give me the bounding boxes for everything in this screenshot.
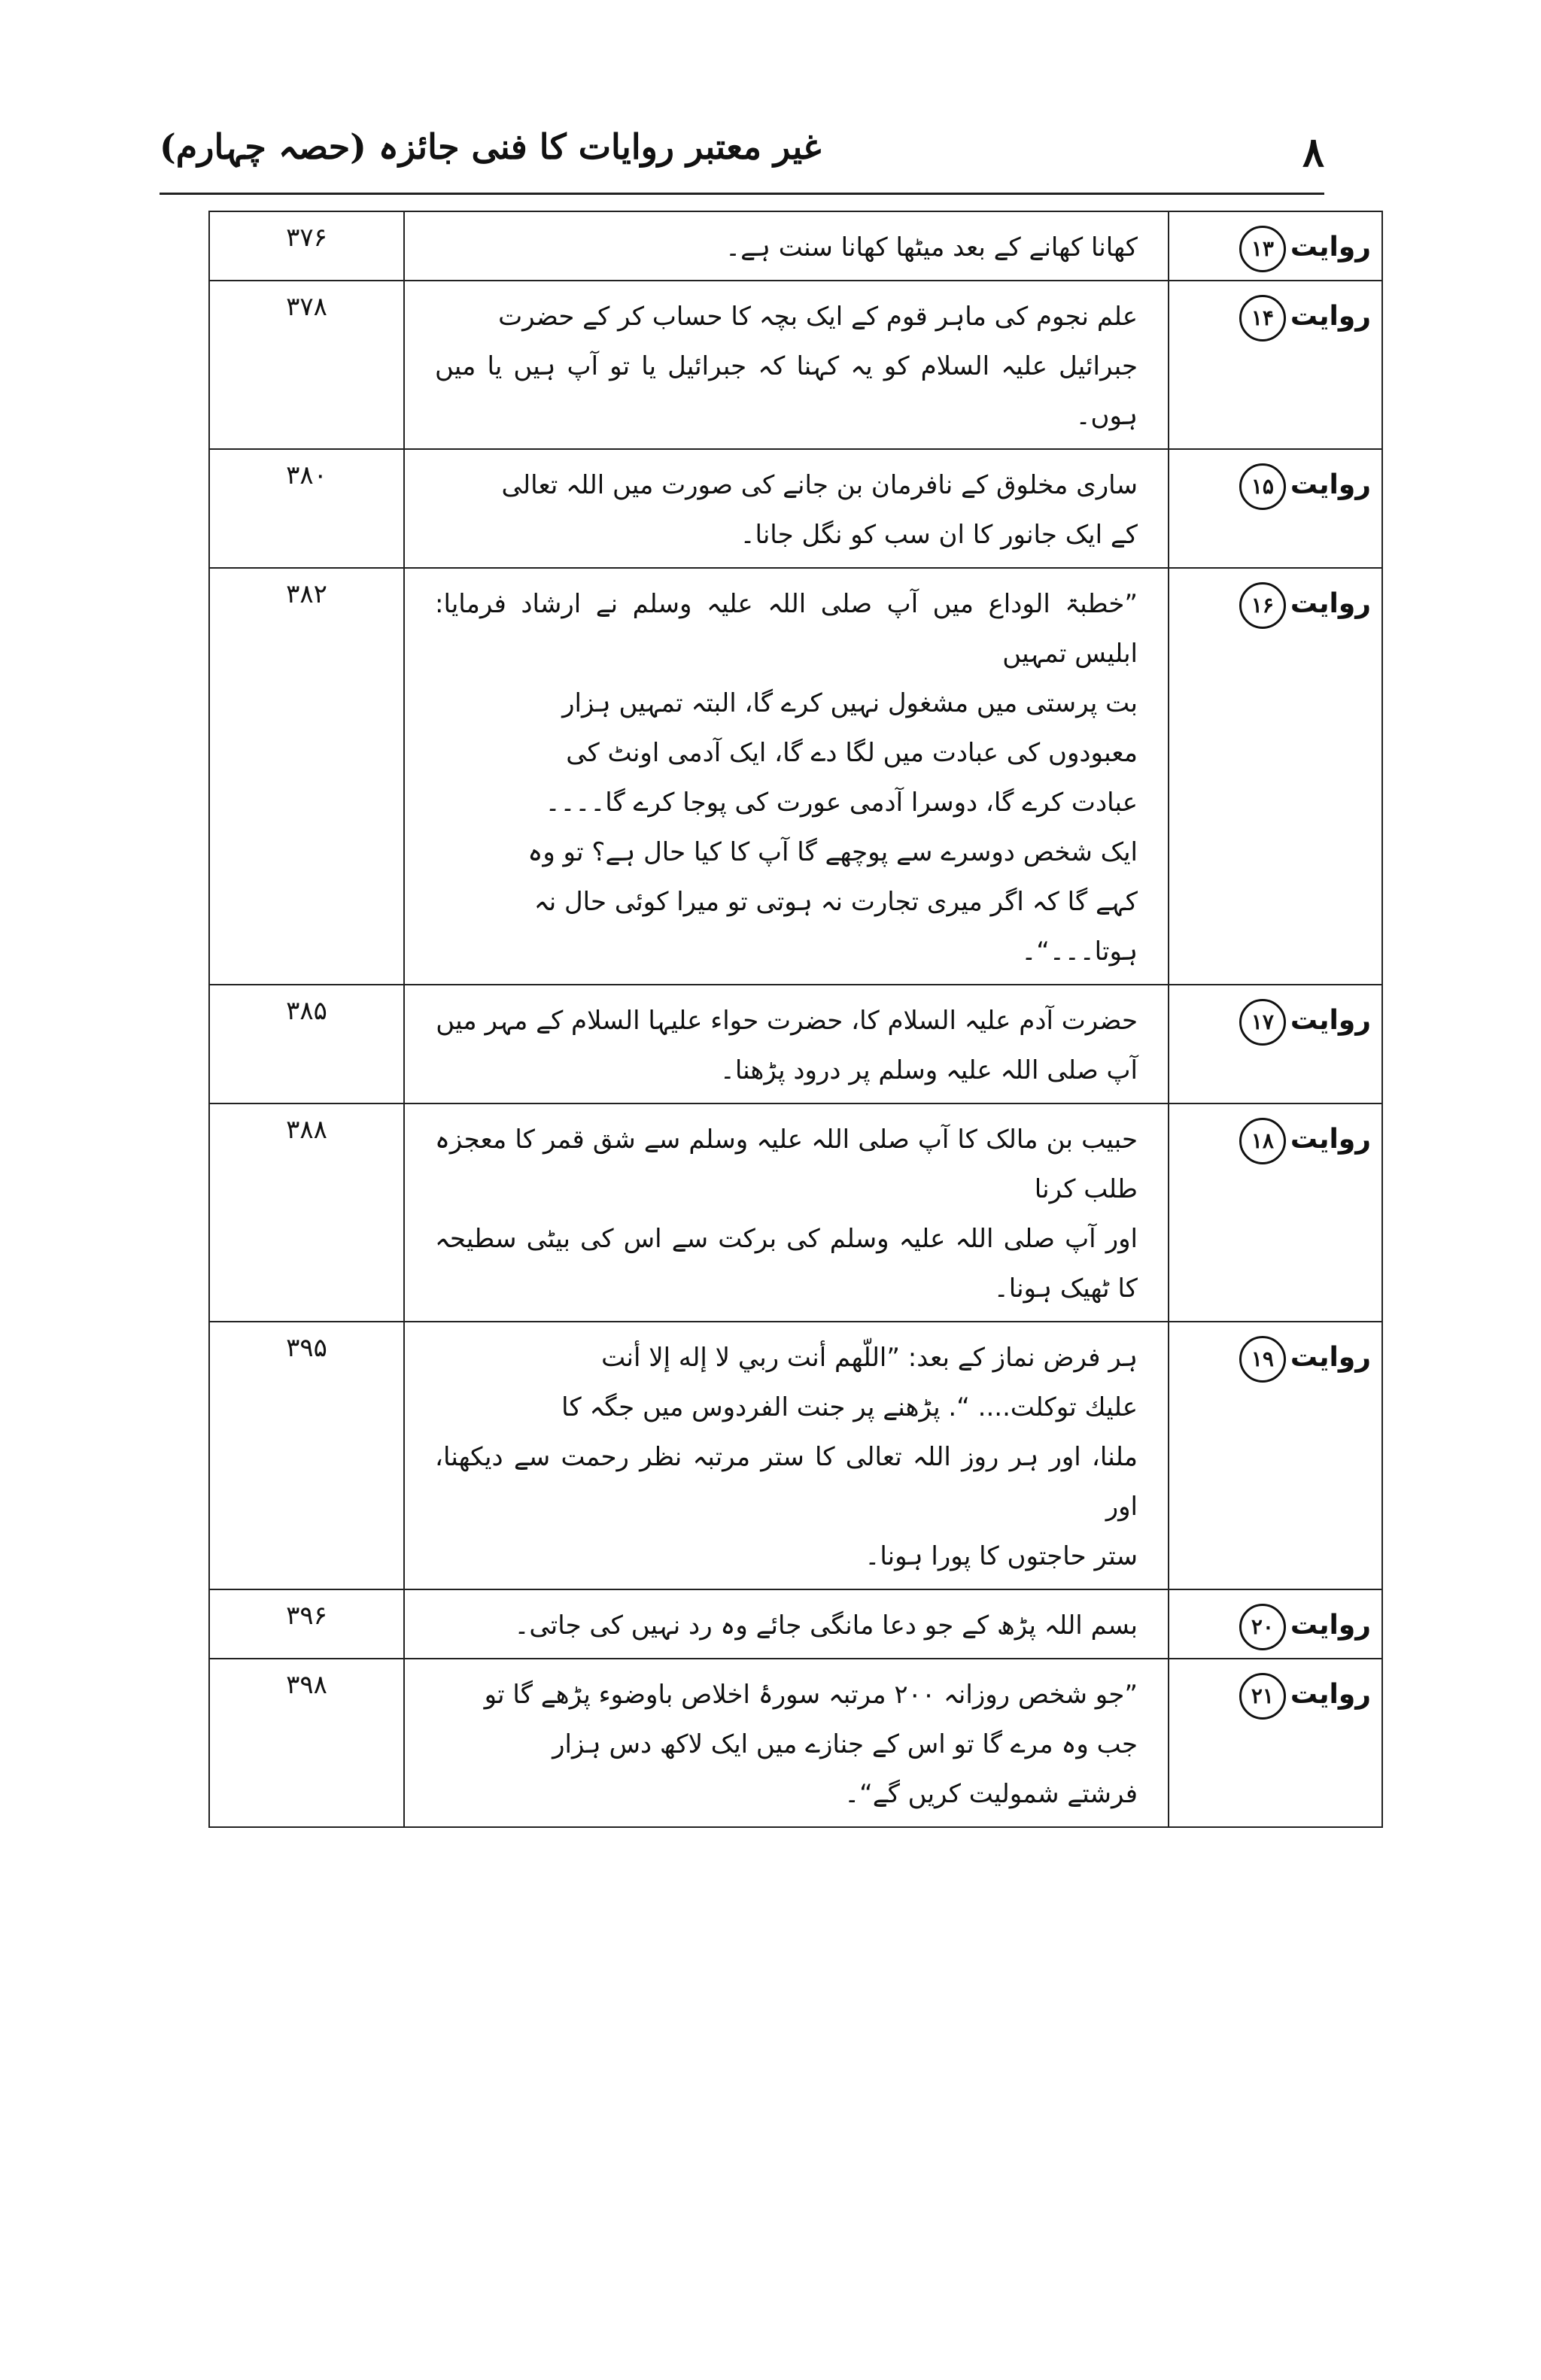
narration-page-number: ۳۷۶ xyxy=(209,211,404,281)
narration-text-line: معبودوں کی عبادت میں لگا دے گا، ایک آدمی اونٹ کی xyxy=(566,738,1138,768)
narration-text-line: عبادت کرے گا، دوسرا آدمی عورت کی پوجا کرے گا۔۔۔۔ xyxy=(545,788,1138,818)
narration-text-line: ”جو شخص روزانہ ۲۰۰ مرتبہ سورۂ اخلاص باوضوء پڑھے گا تو xyxy=(484,1680,1138,1710)
narration-label: روایت xyxy=(1290,469,1371,500)
narration-text-cell xyxy=(404,449,1169,568)
narration-text-cell xyxy=(404,568,1169,985)
narration-text-line: آپ صلی اللہ علیہ وسلم پر درود پڑھنا۔ xyxy=(719,1055,1138,1085)
narration-text-line: بت پرستی میں مشغول نہیں کرے گا، البتہ تمہیں ہزار xyxy=(562,688,1138,718)
page-number: ۸ xyxy=(1302,128,1324,176)
narration-label-cell xyxy=(1169,1589,1382,1659)
narration-page-number: ۳۸۲ xyxy=(209,568,404,985)
narration-number-badge: ۱۵ xyxy=(1239,463,1286,510)
narration-label-cell xyxy=(1169,1103,1382,1322)
header-divider xyxy=(160,193,1324,195)
narration-text-cell xyxy=(404,1589,1169,1659)
narration-text-cell xyxy=(404,281,1169,449)
narration-row xyxy=(209,1589,1382,1659)
narration-number-badge: ۱۴ xyxy=(1239,295,1286,342)
narration-text-line: عليك توكلت.... “. پڑھنے پر جنت الفردوس میں جگہ کا xyxy=(561,1392,1138,1422)
narration-text-line: ”خطبۃ الوداع میں آپ صلی اللہ علیہ وسلم نے ارشاد فرمایا: ابلیس تمہیں xyxy=(435,589,1138,669)
narration-text-line: ہوتا۔۔۔“۔ xyxy=(1021,937,1138,967)
narration-text-line: علم نجوم کی ماہر قوم کے ایک بچہ کا حساب کر کے حضرت xyxy=(498,302,1138,332)
narration-text-line: فرشتے شمولیت کریں گے“۔ xyxy=(844,1779,1138,1809)
narration-text-line: کے ایک جانور کا ان سب کو نگل جانا۔ xyxy=(740,520,1138,550)
narration-label-cell xyxy=(1169,1659,1382,1827)
narration-page-number: ۳۹۸ xyxy=(209,1659,404,1827)
narration-page-number: ۳۸۵ xyxy=(209,985,404,1103)
narration-row xyxy=(209,568,1382,985)
narration-text-cell xyxy=(404,985,1169,1103)
narration-label: روایت xyxy=(1290,1124,1371,1155)
narration-label-cell xyxy=(1169,281,1382,449)
narration-number-badge: ۲۰ xyxy=(1239,1604,1286,1650)
narration-text-line: ہر فرض نماز کے بعد: ”اللّهم أنت ربي لا إله إلا أنت xyxy=(601,1343,1138,1373)
narration-row xyxy=(209,1659,1382,1827)
narration-text-line: کہے گا کہ اگر میری تجارت نہ ہوتی تو میرا کوئی حال نہ xyxy=(533,887,1138,917)
narration-text-line: اور آپ صلی اللہ علیہ وسلم کی برکت سے اس کی بیٹی سطیحہ کا ٹھیک ہونا۔ xyxy=(435,1224,1138,1304)
narration-text-line: کھانا کھانے کے بعد میٹھا کھانا سنت ہے۔ xyxy=(725,232,1138,263)
narration-text-cell xyxy=(404,1322,1169,1589)
narration-text-cell xyxy=(404,1103,1169,1322)
page-header xyxy=(160,126,1324,181)
narration-label-cell xyxy=(1169,1322,1382,1589)
narration-text-line: ساری مخلوق کے نافرمان بن جانے کی صورت میں اللہ تعالی xyxy=(501,470,1138,500)
narration-text-line: جب وہ مرے گا تو اس کے جنازے میں ایک لاکھ دس ہزار xyxy=(552,1729,1138,1759)
narration-text-line: ملنا، اور ہر روز اللہ تعالی کا ستر مرتبہ نظر رحمت سے دیکھنا، اور xyxy=(435,1442,1138,1522)
narration-number-badge: ۲۱ xyxy=(1239,1673,1286,1720)
narration-row xyxy=(209,985,1382,1103)
narration-row xyxy=(209,449,1382,568)
narration-number-badge: ۱۶ xyxy=(1239,582,1286,629)
narration-label: روایت xyxy=(1290,301,1371,332)
narration-page-number: ۳۹۵ xyxy=(209,1322,404,1589)
narration-text-line: ایک شخص دوسرے سے پوچھے گا آپ کا کیا حال ہے؟ تو وہ xyxy=(527,837,1138,867)
narration-label-cell xyxy=(1169,211,1382,281)
narration-label: روایت xyxy=(1290,1679,1371,1710)
narration-row xyxy=(209,1103,1382,1322)
narration-text-line: حبیب بن مالک کا آپ صلی اللہ علیہ وسلم سے شق قمر کا معجزہ طلب کرنا xyxy=(435,1125,1138,1204)
narration-row xyxy=(209,1322,1382,1589)
narration-text-line: بسم اللہ پڑھ کے جو دعا مانگی جائے وہ رد نہیں کی جاتی۔ xyxy=(514,1610,1138,1641)
narration-row xyxy=(209,281,1382,449)
narration-page-number: ۳۸۸ xyxy=(209,1103,404,1322)
narration-label: روایت xyxy=(1290,588,1371,619)
narration-text-line: ستر حاجتوں کا پورا ہونا۔ xyxy=(865,1541,1138,1571)
narration-page-number: ۳۸۰ xyxy=(209,449,404,568)
narration-page-number: ۳۹۶ xyxy=(209,1589,404,1659)
narration-text-cell xyxy=(404,211,1169,281)
narration-label-cell xyxy=(1169,568,1382,985)
narration-label: روایت xyxy=(1290,232,1371,263)
narration-label-cell xyxy=(1169,449,1382,568)
narration-label-cell xyxy=(1169,985,1382,1103)
narration-number-badge: ۱۳ xyxy=(1239,226,1286,272)
narrations-table-body xyxy=(209,211,1382,1827)
narration-label: روایت xyxy=(1290,1005,1371,1036)
narrations-table xyxy=(208,211,1383,1828)
narration-label: روایت xyxy=(1290,1610,1371,1641)
narration-number-badge: ۱۹ xyxy=(1239,1336,1286,1383)
narration-text-line: جبرائیل علیہ السلام کو یہ کہنا کہ جبرائیل یا تو آپ ہیں یا میں ہوں۔ xyxy=(435,351,1138,431)
narration-text-cell xyxy=(404,1659,1169,1827)
narration-label: روایت xyxy=(1290,1342,1371,1373)
narration-text-line: حضرت آدم علیہ السلام کا، حضرت حواء علیہا السلام کے مہر میں xyxy=(436,1006,1138,1036)
narration-row xyxy=(209,211,1382,281)
narration-number-badge: ۱۸ xyxy=(1239,1118,1286,1164)
book-title: غیر معتبر روایات کا فنی جائزہ (حصہ چہارم) xyxy=(160,126,822,167)
narration-page-number: ۳۷۸ xyxy=(209,281,404,449)
narration-number-badge: ۱۷ xyxy=(1239,999,1286,1046)
